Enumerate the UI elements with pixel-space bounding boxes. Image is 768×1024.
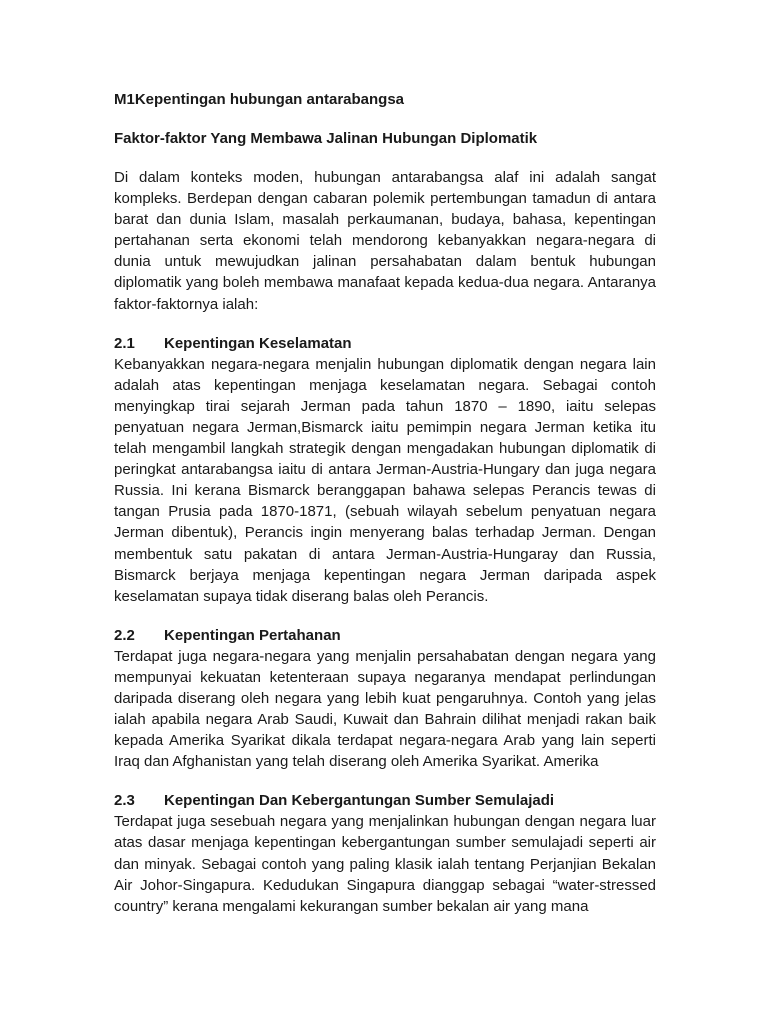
section-title: Kepentingan Keselamatan [164,334,352,352]
section-2-1 [114,333,656,607]
section-title: Kepentingan Pertahanan [164,626,341,644]
section-body: Kebanyakkan negara-negara menjalin hubungan diplomatik dengan negara lain adalah atas kepentingan menjaga keselamatan negara. Sebagai contoh menyingkap tirai sejarah Jerman pada tahun 1870 – 1890, iaitu selepas penyatuan negara Jerman,Bismarck iaitu pemimpin negara Jerman ketika itu telah mengambil langkah strategik dengan mengadakan hubungan diplomatik di peringkat antarabangsa iaitu di antara Jerman-Austria-Hungary dan juga negara Russia. Ini kerana Bismarck beranggapan bahawa selepas Perancis tewas di tangan Prusia pada 1870-1871, (sebuah wilayah sebelum penyatuan negara Jerman dibentuk), Perancis ingin menyerang balas terhadap Jerman. Dengan membentuk satu pakatan di antara Jerman-Austria-Hungaray dan Russia, Bismarck berjaya menjaga kepentingan negara Jerman daripada aspek keselamatan supaya tidak diserang balas oleh Perancis. [114,355,656,605]
document-page [114,89,656,935]
section-number: 2.2 [114,626,135,644]
section-heading [114,625,656,646]
document-subtitle: Faktor-faktor Yang Membawa Jalinan Hubungan Diplomatik [114,130,538,147]
section-body: Terdapat juga negara-negara yang menjalin persahabatan dengan negara yang mempunyai kekuatan ketenteraan supaya negaranya mendapat perlindungan daripada diserang oleh negara yang lebih kuat pengaruhnya. Contoh yang jelas ialah apabila negara Arab Saudi, Kuwait dan Bahrain dilihat menjadi rakan baik kepada Amerika Syarikat dikala terdapat negara-negara Arab yang lain seperti Iraq dan Afghanistan yang telah diserang oleh Amerika Syarikat. Amerika [114,647,656,771]
section-heading [114,790,656,811]
section-number: 2.3 [114,792,135,810]
section-heading [114,333,656,354]
section-2-2 [114,625,656,773]
document-title: M1Kepentingan hubungan antarabangsa [114,91,405,108]
section-body: Terdapat juga sesebuah negara yang menjalinkan hubungan dengan negara luar atas dasar menjaga kepentingan kebergantungan sumber semulajadi seperti air dan minyak. Sebagai contoh yang paling klasik ialah tentang Perjanjian Bekalan Air Johor-Singapura. Kedudukan Singapura dianggap sebagai “water-stressed country” kerana mengalami kekurangan sumber bekalan air yang mana [114,813,656,915]
section-2-3 [114,790,656,916]
section-title: Kepentingan Dan Kebergantungan Sumber Semulajadi [164,792,555,810]
section-number: 2.1 [114,334,135,352]
intro-paragraph: Di dalam konteks moden, hubungan antarabangsa alaf ini adalah sangat kompleks. Berdepan dengan cabaran polemik pertembungan tamadun di antara barat dan dunia Islam, masalah perkaumanan, budaya, bahasa, kepentingan pertahanan serta ekonomi telah mendorong kebanyakkan negara-negara di dunia untuk mewujudkan jalinan persahabatan dalam bentuk hubungan diplomatik yang boleh membawa manafaat kepada kedua-dua negara. Antaranya faktor-faktornya ialah: [114,169,656,313]
